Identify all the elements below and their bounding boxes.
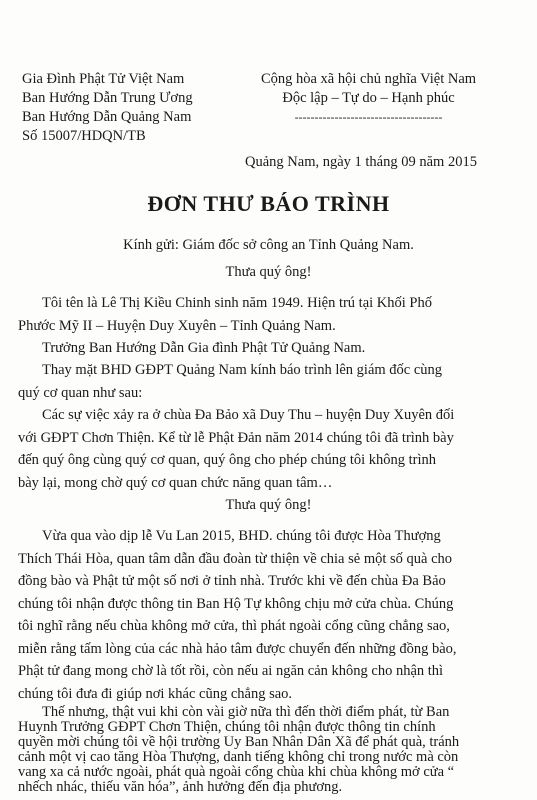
motto: Độc lập – Tự do – Hạnh phúc [282,90,455,106]
nation-name: Cộng hòa xã hội chủ nghĩa Việt Nam [260,71,477,87]
national-motto-block [236,70,501,127]
text-line: Phước Mỹ II – Huyện Duy Xuyên – Tỉnh Quảng Nam. [18,317,336,334]
recipient-line: Kính gửi: Giám đốc sở công an Tỉnh Quảng Nam. [123,237,414,253]
text-line: Thích Thái Hòa, quan tâm dẫn đầu đoàn từ thiện về chia sẻ một số quà cho [18,550,453,567]
text-line: Vừa qua vào dịp lễ Vu Lan 2015, BHD. chúng tôi được Hòa Thượng [42,528,441,544]
salutation: Thưa quý ông! [225,497,312,513]
paragraph-introduction [18,292,523,337]
text-line: Thay mặt BHD GĐPT Quảng Nam kính báo trình lên giám đốc cùng [42,362,443,378]
motto-divider: ------------------------------------- [294,110,443,124]
text-line: cảnh một vị cao tăng Hòa Thượng, danh tiếng không chỉ trong nước mà còn [18,750,459,765]
document-header [0,70,537,160]
paragraph-representation [18,359,523,404]
text-line: Huynh Trưởng GĐPT Chơn Thiện, chúng tôi nhận được thông tin chính [18,720,436,735]
text-line: Phật tử đang mong chờ là tốt rồi, còn nếu ai ngăn cản không cho nhận thì [18,663,444,679]
org-line: Gia Đình Phật Tử Việt Nam [22,71,185,87]
text-line: quyền mời chúng tôi về hội trường Ủy Ban Nhân Dân Xã để phát quà, tránh [18,735,460,750]
text-line: vang xa cả nước ngoài, phát quà ngoài cổng chùa khi chùa không mở cửa “ [18,765,455,780]
text-line: Tôi tên là Lê Thị Kiều Chinh sinh năm 1949. Hiện trú tại Khối Phố [42,295,432,311]
text-line: chúng tôi nhận được thông tin Ban Hộ Tự không chịu mở cửa chùa. Chúng [18,595,454,612]
text-line: bày lại, mong chờ quý cơ quan chức năng quan tâm… [18,474,333,491]
text-line: đến quý ông cùng quý cơ quan, quý ông cho phép chúng tôi không trình [18,452,437,468]
document-title: ĐƠN THƯ BÁO TRÌNH [147,191,390,216]
paragraph-vu-lan [18,525,523,705]
text-line: Trưởng Ban Hướng Dẫn Gia đình Phật Tử Quảng Nam. [42,340,366,356]
org-line: Số 15007/HDQN/TB [22,128,146,144]
document-date: Quảng Nam, ngày 1 tháng 09 năm 2015 [245,154,477,170]
text-line: chúng tôi đưa đi giúp nơi khác cũng chẳng sao. [18,685,293,702]
organization-block [22,70,193,146]
paragraph-events [18,404,523,494]
salutation: Thưa quý ông! [225,264,312,280]
text-line: tôi nghĩ rằng nếu chùa không mở cửa, thì phát ngoài cổng cũng chẳng sao, [18,618,450,634]
text-line: với GĐPT Chơn Thiện. Kể từ lễ Phật Đản năm 2014 chúng tôi đã trình bày [18,429,454,446]
org-line: Ban Hướng Dẫn Quảng Nam [22,109,192,125]
text-line: Thế nhưng, thật vui khi còn vài giờ nữa thì đến thời điểm phát, từ Ban [42,705,450,720]
text-line: Các sự việc xảy ra ở chùa Đa Bảo xã Duy Thu – huyện Duy Xuyên đối [42,407,455,423]
paragraph-position [18,337,523,360]
text-line: nhếch nhác, thiếu văn hóa”, ảnh hưởng đến địa phương. [18,780,343,795]
text-line: đồng bào và Phật tử một số nơi ở tỉnh nhà. Trước khi về đến chùa Đa Bảo [18,573,446,589]
text-line: quý cơ quan như sau: [18,384,143,401]
paragraph-however [18,705,523,795]
text-line: miễn rằng tấm lòng của các nhà hảo tâm được chuyển đến những đồng bào, [18,640,457,657]
org-line: Ban Hướng Dẫn Trung Ương [22,90,193,106]
